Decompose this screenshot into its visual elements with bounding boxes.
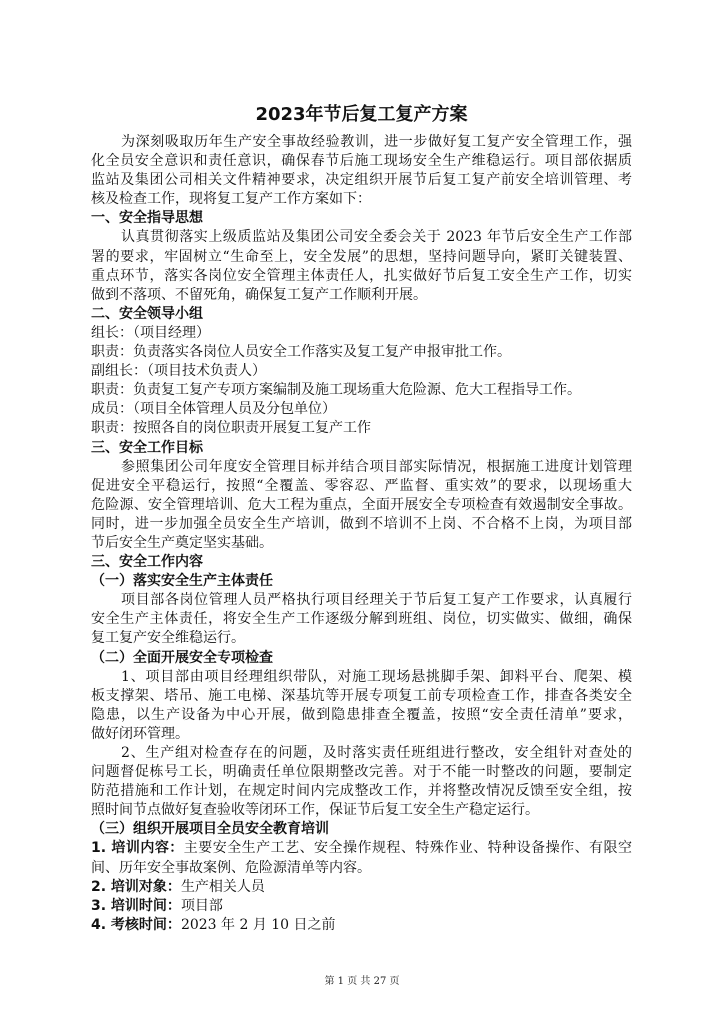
page-number-footer: 第 1 页 共 27 页 — [324, 976, 400, 987]
paragraph-line: 做好闭环管理。 — [91, 725, 189, 742]
intro-line: 核及检查工作，现将复工复产工作方案如下： — [91, 191, 371, 208]
paragraph-line: 署的要求，牢固树立“生命至上，安全发展”的思想，坚持问题导向，紧盯关键装置、 — [91, 248, 632, 265]
paragraph-line: 危险源、安全管理培训、危大工程为重点，全面开展安全专项检查有效遏制安全事故。 — [91, 496, 632, 513]
item-text: 生产相关人员 — [180, 878, 265, 895]
item-label: 1. 培训内容： — [91, 840, 184, 857]
paragraph-line: 复工复产安全维稳运行。 — [91, 630, 245, 647]
paragraph-line: 2、生产组对检查存在的问题，及时落实责任班组进行整改，安全组针对查处的 — [121, 745, 632, 761]
training-item — [91, 839, 632, 858]
section-heading: 三、安全工作目标 — [91, 439, 203, 456]
intro-line: 为深刻吸取历年生产安全事故经验教训，进一步做好复工复产安全管理工作，强 — [121, 134, 632, 150]
item-label: 2. 培训对象： — [91, 878, 181, 895]
intro-line: 化全员安全意识和责任意识，确保春节后施工现场安全生产维稳运行。项目部依据质 — [91, 153, 632, 170]
paragraph-line: 隐患，以生产设备为中心开展，做到隐患排查全覆盖，按照“安全责任清单”要求， — [91, 706, 632, 723]
item-label: 3. 培训时间： — [91, 897, 181, 914]
paragraph-line: 同时，进一步加强全员安全生产培训，做到不培训不上岗、不合格不上岗，为项目部 — [91, 515, 632, 532]
training-item-continued: 间、历年安全事故案例、危险源清单等内容。 — [91, 859, 371, 876]
paragraph-line: 组长：（项目经理） — [91, 324, 210, 341]
paragraph-line: 职责：负责复工复产专项方案编制及施工现场重大危险源、危大工程指导工作。 — [91, 382, 581, 399]
paragraph-line: 副组长：（项目技术负责人） — [91, 363, 266, 380]
paragraph-line: 职责：按照各自的岗位职责开展复工复产工作 — [91, 420, 371, 437]
paragraph-line: 参照集团公司年度安全管理目标并结合项目部实际情况，根据施工进度计划管理 — [121, 458, 632, 475]
item-text: 2023 年 2 月 10 日之前 — [180, 916, 336, 933]
document-body — [91, 133, 632, 935]
subsection-heading: （三）组织开展项目全员安全教育培训 — [91, 821, 329, 838]
subsection-heading: （一）落实安全生产主体责任 — [91, 573, 273, 590]
paragraph-line: 1、项目部由项目经理组织带队，对施工现场悬挑脚手架、卸料平台、爬架、模 — [121, 668, 632, 685]
paragraph-line: 促进安全平稳运行，按照“全覆盖、零容忍、严监督、重实效”的要求，以现场重大 — [91, 477, 632, 494]
paragraph-line: 问题督促栋号工长，明确责任单位限期整改完善。对于不能一时整改的问题，要制定 — [91, 764, 632, 781]
section-heading: 一、安全指导思想 — [91, 210, 203, 227]
document-title: 2023年节后复工复产方案 — [255, 104, 468, 125]
paragraph-line: 做到不落项、不留死角，确保复工复产工作顺利开展。 — [91, 286, 427, 303]
paragraph-line: 重点环节，落实各岗位安全管理主体责任人，扎实做好节后复工安全生产工作，切实 — [91, 267, 632, 284]
item-label: 4. 考核时间： — [91, 916, 181, 933]
section-heading: 三、安全工作内容 — [91, 554, 203, 571]
item-text: 主要安全生产工艺、安全操作规程、特殊作业、特种设备操作、有限空 — [183, 840, 632, 857]
paragraph-line: 安全生产主体责任，将安全生产工作逐级分解到班组、岗位，切实做实、做细，确保 — [91, 611, 632, 628]
paragraph-line: 板支撑架、塔吊、施工电梯、深基坑等开展专项复工前专项检查工作，排查各类安全 — [91, 687, 632, 704]
subsection-heading: （二）全面开展安全专项检查 — [91, 649, 273, 666]
paragraph-line: 认真贯彻落实上级质监站及集团公司安全委会关于 2023 年节后安全生产工作部 — [121, 229, 632, 246]
section-heading: 二、安全领导小组 — [91, 305, 203, 322]
paragraph-line: 照时间节点做好复查验收等闭环工作，保证节后复工安全生产稳定运行。 — [91, 802, 539, 819]
training-item — [91, 897, 632, 916]
paragraph-line: 成员：（项目全体管理人员及分包单位） — [91, 401, 336, 418]
paragraph-line: 防范措施和工作计划，在规定时间内完成整改工作，并将整改情况反馈至安全组，按 — [91, 783, 632, 800]
intro-line: 监站及集团公司相关文件精神要求，决定组织开展节后复工复产前安全培训管理、考 — [91, 172, 632, 189]
training-item — [91, 916, 632, 935]
item-text: 项目部 — [180, 897, 223, 914]
paragraph-line: 职责：负责落实各岗位人员安全工作落实及复工复产申报审批工作。 — [91, 344, 511, 361]
paragraph-line: 项目部各岗位管理人员严格执行项目经理关于节后复工复产工作要求，认真履行 — [121, 592, 632, 609]
training-item — [91, 878, 632, 897]
paragraph-line: 节后安全生产奠定坚实基础。 — [91, 534, 273, 551]
